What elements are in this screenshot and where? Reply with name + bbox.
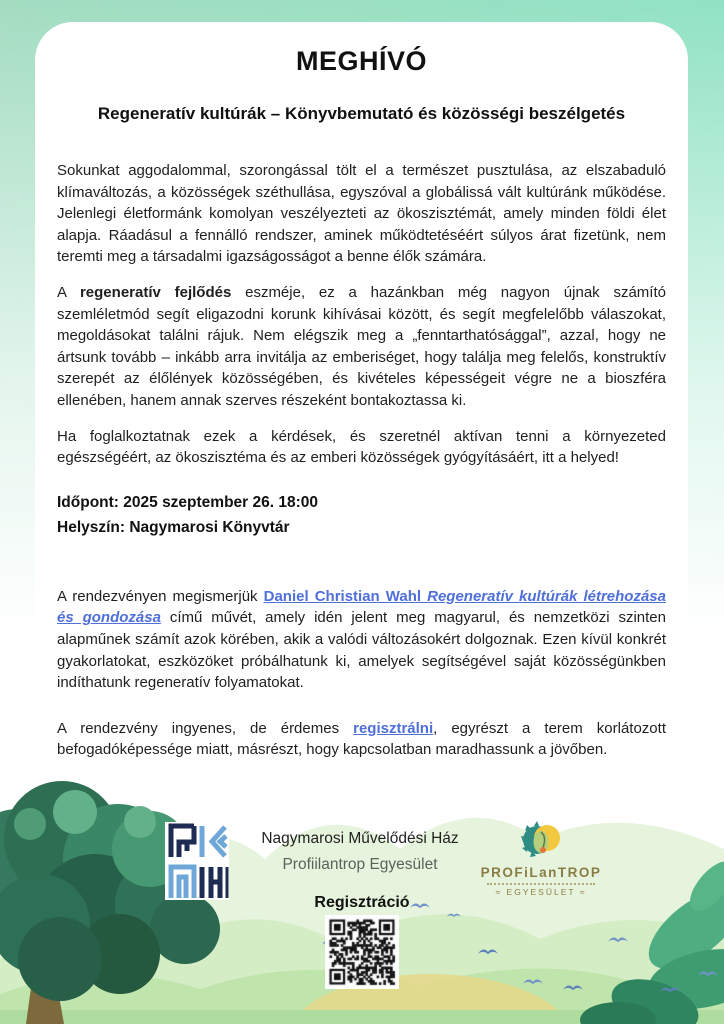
organizer-name-1: Nagymarosi Művelődési Ház xyxy=(261,830,459,847)
event-subtitle: Regeneratív kultúrák – Könyvbemutató és közösségi beszélgetés xyxy=(97,104,626,123)
profilantrop-head-icon xyxy=(520,818,562,862)
event-location: Helyszín: Nagymarosi Könyvtár xyxy=(57,518,290,536)
page-title: MEGHÍVÓ xyxy=(295,46,427,76)
paragraph-intro: Sokunkat aggodalommal, szorongással tölt el a természet pusztulása, az elszabaduló klímaváltozás, a közösségek széthullása, egyszóval a globálissá vált kultúránk működése. Jelenlegi életformánk komolyan veszélyezteti az ökoszisztémát, amely minden földi élet alapja. Ráadásul a fennálló rendszer, aminek működtetéséért súlyos árat fizetünk, nem teremti meg a társadalmi igazságosságot a benne élők számára. xyxy=(57,162,666,266)
paragraph-book-rest: című művét, amely idén jelent meg magyarul, és nemzetközi szinten alapműnek számít azok körében, akik a valódi változásokért dolgoznak. Ezen kívül konkrét gyakorlatokat, eszközöket próbálhatunk ki, amelyek segítségével saját közösségünkben indíthatunk regeneratív folyamatokat. xyxy=(57,609,666,692)
organizer-names xyxy=(240,830,480,874)
book-author: Daniel Christian Wahl xyxy=(263,587,428,605)
organizer-name-2: Profiilantrop Egyesület xyxy=(282,856,438,873)
profilantrop-logo xyxy=(478,818,604,897)
paragraph-call: Ha foglalkoztatnak ezek a kérdések, és szeretnél aktívan tenni a környezeted egészségéért, az ökoszisztéma és az emberi közösségek gyógyításáért, itt a helyed! xyxy=(57,427,666,467)
book-title: Regeneratív kultúrák létrehozása és gondozása xyxy=(57,587,666,627)
registration-qr-code xyxy=(325,915,399,989)
profilantrop-logo-subtext: ≈ EGYESÜLET ≈ xyxy=(495,887,587,897)
paragraph-regenerative-rest: eszméje, ez a hazánkban még nagyon újnak számító szemléletmód segít eligazodni korunk kihívásai között, és segít megfelelőbb válaszokat, megoldásokat találni rájuk. Nem elégszik meg a „fenntarthatósággal”, azzal, hogy ne ártsunk tovább – inkább arra invitálja az emberiséget, hogy találja meg felelős, konstruktív szerepét az élőlények közösségében, és kivételes képességeit végre ne a bioszféra ellenében, hanem annak szerves részeként bontakoztassa ki. xyxy=(57,283,666,409)
profilantrop-logo-text: PROFiLanTROP xyxy=(480,865,602,880)
paragraph-book-pre: A rendezvényen megismerjük xyxy=(57,587,264,605)
event-datetime: Időpont: 2025 szeptember 26. 18:00 xyxy=(57,493,319,511)
paragraph-regenerative-pre: A xyxy=(57,283,80,301)
paragraph-book xyxy=(57,586,666,694)
registration-label: Regisztráció xyxy=(314,894,410,911)
nmh-logo xyxy=(165,822,229,900)
profilantrop-logo-divider xyxy=(487,883,595,885)
register-link[interactable]: regisztrálni xyxy=(353,719,434,737)
paragraph-free-rest: , egyrészt a terem korlátozott befogadóképessége miatt, másrészt, hogy kapcsolatban maradhassunk a jövőben. xyxy=(57,719,666,759)
regenerative-bold-term: regeneratív fejlődés xyxy=(79,283,232,301)
paragraph-regenerative xyxy=(57,282,666,412)
paragraph-free-pre: A rendezvény ingyenes, de érdemes xyxy=(57,719,354,737)
